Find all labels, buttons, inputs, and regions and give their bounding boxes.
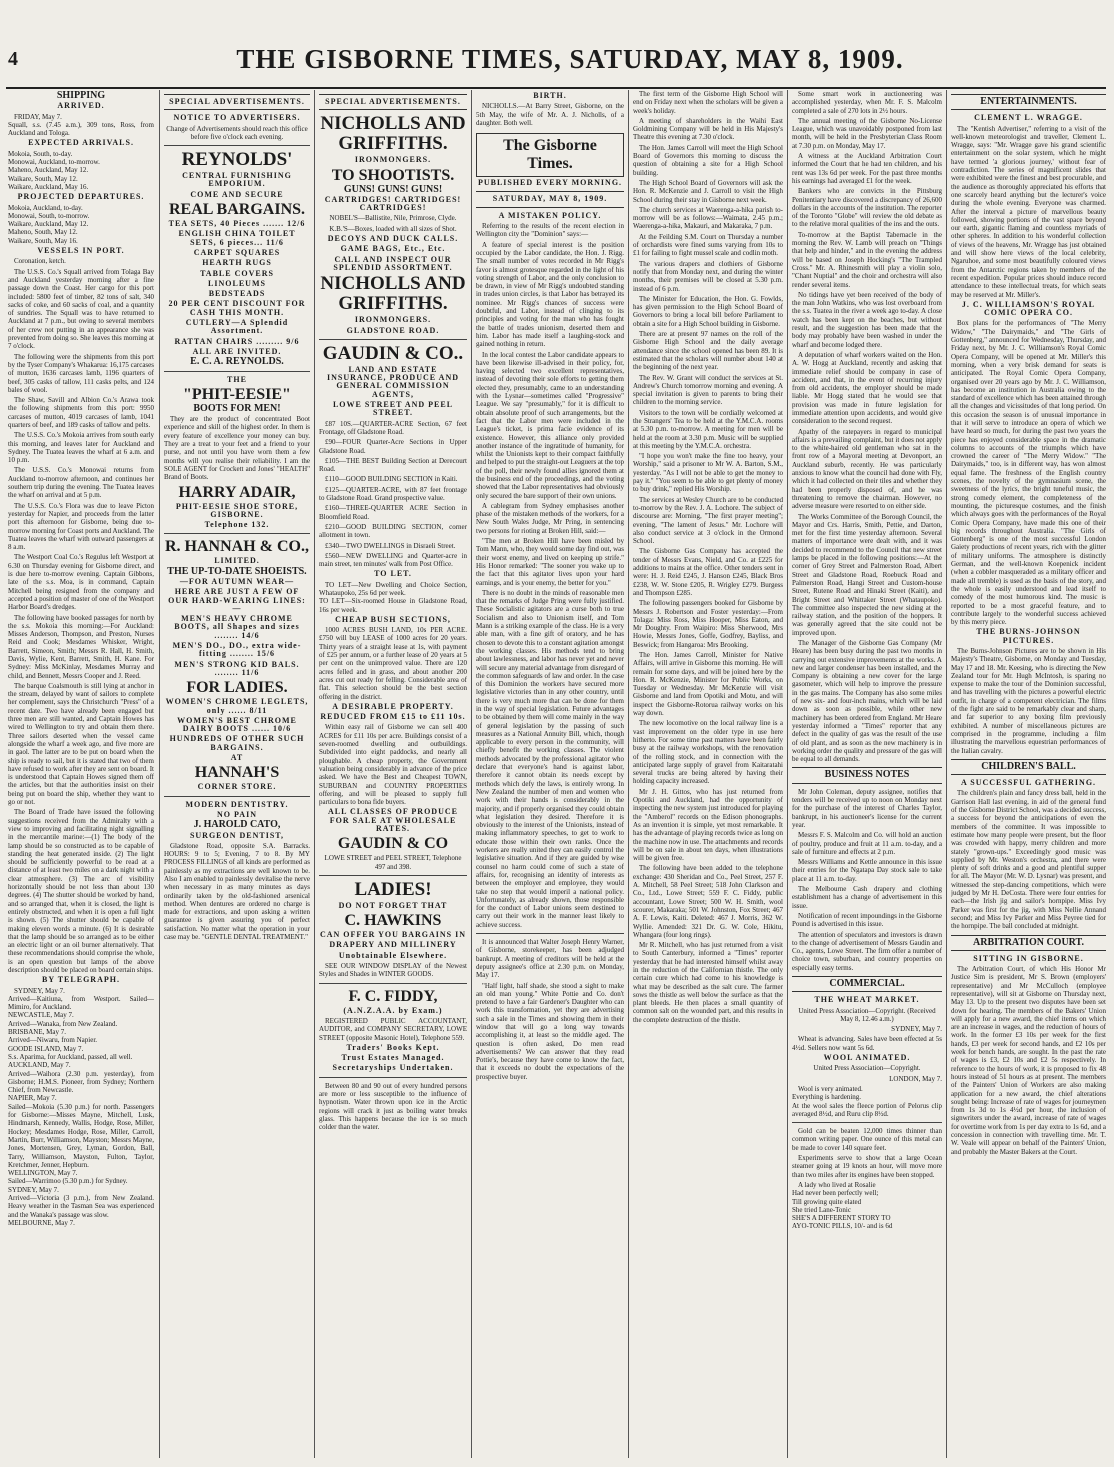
divider [164, 371, 310, 372]
property-listing: £110—GOOD BUILDING SECTION in Kaiti. [325, 475, 458, 484]
phit-title: "PHIT-EESIE" [183, 385, 291, 403]
news-para: Some smart work in auctioneering was accomplished yesterday, when Mr. F. S. Malcolm completed a sale of 270 lots in 2½ hours. [792, 90, 942, 115]
notice-text: Change of Advertisements should reach this office before five o'clock each evening. [166, 124, 308, 141]
secretaryships: Secretaryships Undertaken. [332, 1063, 454, 1073]
arrived-heading: ARRIVED. [57, 101, 105, 111]
page-title: THE GISBORNE TIMES, SATURDAY, MAY 8, 1909. [236, 44, 904, 74]
fiddy-body: REGISTERED PUBLIC ACCOUNTANT, AUDITOR, and COMPANY SECRETARY, LOWE STREET (opposite Masonic Hotel), Telephone 559. [319, 1016, 467, 1042]
editorial-para: A feature of special interest is the position occupied by the Labor candidate, the Hon. J. Rigg. The small number of votes recorded in Mr Rigg's favor is almost grotesque regarded in the light of his voting strength of Labor, and the only conclusion to be drawn, in view of Mr Rigg's undoubted standing in trades union circles, is that Labor has betrayed its nominee. Mr Rigg's chances of success were doubtful, and Labor, instead of clinging to its principles and voting for the man who has fought the battle of trades unionism, deserted them and him. Labor has made itself a laughing-stock and gained nothing in return. [476, 240, 624, 349]
news-para: The Rev. W. Grant will conduct the services at St. Andrew's Church tomorrow morning and evening. A special invitation is given to parents to bring their children to the morning service. [633, 373, 783, 407]
column-rule [314, 90, 315, 1458]
news-para: The services at Wesley Church are to be conducted to-morrow by the Rev. J. A. Lochore. The subject of discourse are: Morning, "The first prayer meeting"; evening, "The lament of Jesus." Mr. Lochore will also conduct service at 3 o'clock in the Ormond School. [633, 495, 783, 546]
news-para: Mr J. H. Gittos, who has just returned from Opotiki and Auckland, had the opportunity of inspecting the new system just introduced for playing the "Amberol" records on the Edison phonographs. As an invention it is simple, yet most remarkable. It has the advantage of playing records twice as long on the machine now in use. The attachments and records will be on sale in about ten days, when illustrations will be given free. [633, 787, 783, 863]
notice-heading: NOTICE TO ADVERTISERS. [173, 113, 301, 123]
hannah-limited: LIMITED. [214, 556, 260, 566]
news-para: Mr R. Mitchell, who has just returned from a visit to South Canterbury, informed a "Times" reporter yesterday that he had interested himself whilst away in the reduction of the Californian thistle. The only certain cure which had come to his knowledge is what may be described as the salt cure. The farmer sows the thistle as well below the surface as that the plant bleeds. He then places a small quantity of common salt on the wounded part, and this results in the complete destruction of the thistle. [633, 941, 783, 1024]
ng-title: NICHOLLS AND GRIFFITHS. [320, 273, 466, 315]
ad-item: LINOLEUMS [208, 278, 266, 288]
news-para: A witness at the Auckland Arbitration Court informed the Court that he had ten children, and his rent was 13s 6d per week. For the past three months his earnings had averaged £1 for the week. [792, 152, 942, 185]
corner-store: CORNER STORE. [197, 782, 277, 792]
phit-body: They are the product of concentrated Boot experience and skill of the highest order. In them is every feature of excellence your money can buy. They are a treat to your feet and a friend to your purse, and not until you have worn them a few months will you realise their reliability. I am the SOLE AGENT for Crockett and Jones' "HEALTH" Brand of Boots. [164, 415, 310, 482]
masthead [0, 44, 1114, 88]
masthead-rule [6, 87, 1106, 89]
news-para: There are at present 97 names on the roll of the Gisborne High School and the daily average attendance since the school opened has been 89. It is estimated that the scholars will number about 140 at the beginning of the next year. [633, 330, 783, 372]
dont-forget: DO NOT FORGET THAT [338, 900, 448, 910]
column-rule [159, 90, 160, 1458]
editorial-para: A cablegram from Sydney emphasises another phase of the mistaken methods of the workers, for a New South Wales Judge, Mr Pring, in sentencing two persons for rioting at Broken Hill, said:— [476, 501, 624, 535]
page-number: 4 [8, 48, 18, 70]
at-word: AT [230, 753, 244, 763]
adair-sub: PHIT-EESIE SHOE STORE, GISBORNE. [175, 501, 299, 519]
cato-sub: SURGEON DENTIST, [189, 830, 285, 840]
news-para: To-morrow at the Baptist Tabernacle in the morning the Rev. W. Lamb will preach on "Things that help and hinder," and in the evening the address will be based on Joseph Hocking's "The Trampled Cross." Mr. A. Rhinesmith will play a violin solo, "Chant Nuptial" and the choir and orchestra will also render several items. [792, 230, 942, 289]
ad-item: TEA SETS, 40 Pieces ....... 12/6 [168, 219, 306, 229]
property-listing: £105—THE BEST Building Section at Derecourt Road. [319, 456, 467, 474]
hawkins-name: C. HAWKINS [344, 912, 442, 930]
drapery: DRAPERY AND MILLINERY [329, 940, 457, 950]
filler-para: Between 80 and 90 out of every hundred persons are more or less susceptible to the influence of hypnotism. Water thrown upon ice in the Arctic regions will crack it just as boiling water breaks glass. This happens because the ice is so much colder than the water. [319, 1081, 467, 1132]
ad-item: HEARTH RUGS [202, 258, 272, 268]
shipping-para: The U.S.S. Co.'s Flora was due to leave Picton yesterday for Napier, and proceeds from the latter port this afternoon for Gisborne, being due to-morrow morning for Coast ports and Auckland. The Tuatea leaves the wharf with outward passengers at 8 a.m. [8, 501, 154, 552]
shipping-heading: SHIPPING [56, 90, 106, 101]
news-para: No tidings have yet been received of the body of the man John Watkins, who was lost overboard from the s.s. Tuatea in the river a week ago to-day. A close watch has been kept on the beaches, but without result, and the suggestion has been made that the body may probably have been washed in under the wharf and become lodged there. [792, 290, 942, 349]
divider [792, 1122, 942, 1123]
news-para: The Burns-Johnson Pictures are to be shown in His Majesty's Theatre, Gisborne, on Monday and Tuesday, May 17 and 18. Mr. Keesing, who is directing the New Zealand tour for Mr. Hugh McIntosh, is sparing no expense to make the tour of the Dominion successful, and has travelling with the pictures a powerful electric outfit, in charge of a competent electrician. The films of the fight are said to be remarkably clear and sharp, and far superior to any boxing film previously exhibited. A number of miscellaneous pictures are comprised in the programme, including a film illustrating the marvellous equestrian performances of the Italian cavalry. [951, 647, 1106, 755]
ladies-heading: LADIES! [354, 878, 432, 900]
divider [319, 1077, 467, 1078]
expected-list: Mokoia, South, to-day. Monowai, Auckland, to-morrow. Maheno, Auckland, May 12. Waikare, South, May 12. Waikare, Auckland, May 16. [8, 149, 100, 191]
wool-source: United Press Association—Copyright. [813, 1064, 921, 1073]
wool-place: LONDON, May 7. [889, 1074, 942, 1083]
telegraph-heading: BY TELEGRAPH. [42, 975, 120, 985]
to-let-text: TO LET—New Dwelling and Choice Section, Whataupoko, 25s 6d per week. TO LET—Six-roomed House in Gladstone Road, 16s per week. [319, 580, 467, 614]
expected-heading: EXPECTED ARRIVALS. [28, 138, 134, 148]
ad-item: BEDSTEADS [208, 289, 266, 299]
gladstone-road: GLADSTONE ROAD. [346, 325, 440, 335]
produce: ALL CLASSES OF PRODUCE FOR SALE AT WHOLESALE RATES. [328, 807, 458, 833]
desirable-heading: A DESIRABLE PROPERTY. [332, 701, 454, 711]
column-shipping [8, 90, 154, 1460]
to-let-heading: TO LET. [374, 569, 412, 579]
news-para: The Arbitration Court, of which His Honor Mr Justice Sim is president, Mr S. Brown (employers' representative) and Mr McCulloch (employee representative), will sit at Gisborne on Thursday next, May 13. Up to the present two disputes have been set down for hearing. The members of the Bakers' Union will apply for a new award, the chief items on which are an increase in wages, and the reduction of hours of work. In the former £3 10s per week for the first hands, £3 per week for second hands, and £2 10s per week for bench hands, are sought. In the past the rate of wages is £3, £2 10s and £2 5s respectively. In reference to the hours of work, it is proposed to fix 48 hours instead of 51 hours as at present. The members of the Painters' Union of Workers are also making application for a new award, the chief alterations sought being: Increase of rate of wages for journeymen from 1s 3d to 1s 4½d per hour, the inclusion of signwriters under the award, increase of rate of wages for overtime work from 1s per day extra to 1s 6d, and a concession in connection with travelling time. Mr. T. W. Veale will appear on behalf of the Painters' Union, and probably the Master Bakers at the Court. [951, 965, 1106, 1156]
property-listing: £125—QUARTER-ACRE, with 87 feet frontage to Gladstone Road. Grand prospective value. [319, 485, 467, 503]
fiddy-sub: (A.N.Z.A.A. by Exam.) [343, 1005, 443, 1015]
shipping-para: The Shaw, Savill and Albion Co.'s Arawa took the following shipments from this port: 9950 carcases of mutton, 4019 carcases of lamb, 1041 quarters of beef, and 189 casks of tallow and pelts. [8, 396, 154, 429]
news-para: The Works Committee of the Borough Council, the Mayor and Crs. Harris, Smith, Pettie, and Darton, met for the first time yesterday afternoon. Several matters of importance were dealt with, and it was decided to recommend to the Council that new street lamps be placed in the following positions:—At the corner of Grey Street and Palmerston Road, Albert Street and Gladstone Road, Roebuck Road and Palmerston Road, Hangi Street and Custom-house Street, Rutene Road and Hinaki Street (Kaiti), and Bright Street and Whittaker Street (Whataupoko). The committee also inspected the new siding at the railway station, and the position of the hoppers. It was generally agreed that the site could not be improved upon. [792, 512, 942, 637]
news-para: The new locomotive on the local railway line is a vast improvement on the older type in use here hitherto. For some time past matters have been fairly busy at the railway workshops, with the renovation of the rolling stock, and in connection with the anticipated large supply of gravel from Kaitaratahi several trucks are being altered by having their holding capacity increased. [633, 719, 783, 786]
column-news-commercial [792, 90, 942, 1460]
divider [164, 796, 310, 797]
news-para: "I hope you won't make the fine too heavy, your Worship," said a prisoner to Mr W. A. Barton, S.M., yesterday. "As I will not be able to get the money to pay it." "You seem to be able to get plenty of money to buy drink," replied His Worship. [633, 452, 783, 494]
property-listing: £87 10S.—QUARTER-ACRE Section, 67 feet Frontage, off Gladstone Road. [319, 419, 467, 436]
childrens-ball-sub: A SUCCESSFUL GATHERING. [960, 778, 1097, 788]
business-note: Notification of recent impoundings in the Gisborne Pound is advertised in this issue. [792, 911, 942, 929]
news-para: The children's plain and fancy dress ball, held in the Garrison Hall last evening, in aid of the general fund of the Gisborne District School, was a decided success, a success for beyond the anticipations of even the members of the committee. It was impossible to estimate how many people were present, but the floor was crowded with happy, merry children and more stately "grown-ups." Exceedingly good music was supplied by Mr. Weston's orchestra, and there were plenty of soft drinks and a good and plentiful supper for all. The Mayor (Mr. W. D. Lysnar) was present, and witnessed the step-dancing competitions, which were judged by Mr H. DeCosta. There were four entries for each—the Irish jig and sailor's hornpipe. Miss Ivy Parker was first for the jig, with Miss Nellie Annand second; and Miss Ivy Parker and Miss Peyree tied for the hornpipe. The ball concluded at midnight. [951, 789, 1106, 931]
column-rule [787, 90, 788, 1458]
birth-heading: BIRTH. [533, 91, 567, 100]
to-shootists: TO SHOOTISTS. [331, 166, 455, 184]
decoys: DECOYS AND DUCK CALLS. [327, 234, 459, 244]
special-ads-heading: SPECIAL ADVERTISEMENTS. [319, 94, 467, 110]
business-note: The Melbourne Cash drapery and clothing establishment has a change of advertisement in this issue. [792, 885, 942, 910]
edition-date: SATURDAY, MAY 8, 1909. [476, 191, 624, 207]
news-para: The Gisborne Gas Company has accepted the tender of Messrs Evans, Nield, and Co. at £225 for additions to mains at the office. Other tenders sent in were: H. J. Reid £245, J. Hanson £245, Black Bros £238, W. W. Stone £205, R. Wrigley £279. Burgess and Thompson £285. [633, 547, 783, 597]
editorial-heading: A MISTAKEN POLICY. [498, 210, 602, 220]
dentistry-heading: MODERN DENTISTRY. [185, 799, 289, 809]
column-rule [946, 90, 947, 1458]
news-para: The Manager of the Gisborne Gas Company (Mr Heare) has been busy during the past two months in carrying out extensive improvements at the works. A new and larger condenser has been installed, and the Company is obtaining a new cover for the large gasometer, which will help to improve the pressure in the gas mains. The Company has also some miles of new six- and four-inch mains, which will be laid down as soon as possible, while other new machinery has been ordered from England. Mr Heare yesterday informed a "Times" reporter that any defect in the quality of gas was the result of the use of old plant, and as soon as the new machinery is in working order the quality and pressure of the gas will be equal to all demands. [792, 639, 942, 764]
telegraph-list: SYDNEY, May 7. Arrived—Kaitiuna, from Westport. Sailed—Mimiro, for Auckland. NEWCASTLE, May 7. Arrived—Wanaka, from New Zealand. BRISBANE, May 7. Arrived—Niwaru, from Napier. GOODE ISLAND, May 7. S.s. Aparima, for Auckland, passed, all well. AUCKLAND, May 7. Arrived—Waihora (2.30 p.m. yesterday), from Gisborne; H.M.S. Pioneer, from Sydney; Northern Chief, from Newcastle. NAPIER, May 7. Sailed—Mokoia (5.30 p.m.) for north. Passengers for Gisborne:—Misses Mayne, Mitchell, Lusk, Hindmarsh, Kennedy, Wallis, Hodge, Rose, Miller, Hockey; Mesdames Hodge, Rose, Miller, Carroll, Martin, Burr, Williamson, Mayston; Messrs Mayne, Jones, Mortensen, Grey, Lyman, Gordon, Ball, Tarry, Williamson, Mayston, Fulton, Taylor, Kretchmer, Jenner, Hepburn. WELLINGTON, May 7. Sailed—Warrimoo (5.30 p.m.) for Sydney. SYDNEY, May 7. Arrived—Victoria (3 p.m.), from New Zealand. Heavy weather in the Tasman Sea was experienced and the Wanaka's passage was slow. MELBOURNE, May 7. [8, 986, 154, 1227]
port-heading: VESSELS IN PORT. [37, 246, 125, 256]
hundreds: HUNDREDS OF OTHER SUCH BARGAINS. [169, 734, 305, 752]
divider [164, 533, 310, 534]
wool-heading: WOOL ANIMATED. [823, 1053, 911, 1063]
special-ads-heading: SPECIAL ADVERTISEMENTS. [164, 94, 310, 110]
news-para: Gold can be beaten 12,000 times thinner than common writing paper. One ounce of this metal can be made to cover 140 square feet. [792, 1127, 942, 1152]
the-word: THE [227, 374, 247, 384]
column-ads-1 [164, 90, 310, 1460]
ironmongers: IRONMONGERS. [354, 155, 432, 165]
news-para: Experiments serve to show that a large Ocean steamer going at 19 knots an hour, will move more than two miles after its engines have been stopped. [792, 1154, 942, 1179]
cheap-text: 1000 ACRES BUSH LAND, 10s PER ACRE. £750 will buy LEASE of 1000 acres for 20 years. Thirty years of a straight lease at 1s, with payment of £25 per annum, or a further lease of 20 years at 5 per cent on the unimproved value. There are 120 acres felled and in grass, and about another 200 acres cut out ready for felling. Considerable area of flat. This selection should be the best section offering in the district. [319, 626, 467, 701]
editorial-para: There is no doubt in the minds of reasonable men that the remarks of Judge Pring were fully justified. These Socialistic agitators are a curse both to true Socialism and also to Unionism itself, and Tom Mann is a striking example of the class. He is a very able man, with a fine gift of oratory, and he has chosen to devote this to a constant agitation amongst the working classes. His methods tend to bring about lawlessness, and labor has never yet and never will secure any material advantage from disregard of the common safeguards of law and order. In the case of this Dominion the workers have secured more legislative victories than in any other country, until there is very much more that can be done for them in the way of special legislation. Future advantages to be obtained by them will come mainly in the way of general legislation by the passing of such measures as a National Annuity Bill, which, though applicable to every person in the community, will chiefly benefit the working classes. The violent methods advocated by the professional agitator who declare that everyone's hand is against labor, therefore it cannot obtain its needs except by methods which defy the laws, is entirely wrong. In New Zealand the number of men and women who work with their hands is considerably in the majority, and if properly organised they could obtain what legislation they desired. Therefore it is obviously to the interest of the Unionists, instead of making inflammatory speeches, to get to work to educate those within their own ranks. Once the workers are really united they can easily control the legislative situation. And if they are guided by wise counsel no harm could come of such a state of affairs, for, recognising an identity of interests as between the employer and employee, they would take no step that would imperil a national policy. Unfortunately, as already shown, those responsible for the conduct of Labor unions seem destined to carry out their work in the manner least likely to achieve success. [476, 588, 624, 929]
cheap-heading: CHEAP BUSH SECTIONS, [335, 614, 451, 624]
projected-list: Mokoia, Auckland, to-day. Monowai, South, to-morrow. Waikare, Auckland, May 12. Maheno, South, May 12. Waikare, South, May 16. [8, 203, 90, 245]
tonic-ad: A lady who lived at Rosalie Had never been perfectly well; Till growing quite elated She tried Lane-Tonic SHE'S A DIFFERENT STORY TO AYO-TONIC PILLS, 10/- and is 6d [792, 1180, 893, 1231]
divider [319, 875, 467, 876]
property-listing: £560—NEW DWELLING and Quarter-acre in main street, ten minutes' walk from Post Office. [319, 551, 467, 569]
shipping-para: The U.S.S. Co.'s Squall arrived from Tolaga Bay and Auckland yesterday morning after a fine passage down the Coast. Her cargo for this port included: 5800 feet of timber, 82 tons of salt, 340 sacks of coke, and 60 sacks of coal, and a quantity of sundries. The Squall was to have returned to Auckland at 7 p.m., but owing to several members of her crew not putting in an appearance she was prevented from doing so. She leaves this morning at 7 o'clock. [8, 267, 154, 351]
price-line: WOMEN'S BEST CHROME DAIRY BOOTS ...... 10/6 [177, 715, 297, 734]
adair-tel: Telephone 132. [204, 520, 270, 530]
real-bargains: REAL BARGAINS. [168, 201, 306, 219]
news-para: Box plans for the performances of "The Merry Widow," "The Dairymaids," and "The Girls of Gottenberg," announced for Wednesday, Thursday, and Friday next, by Mr. J. C. Williamson's Royal Comic Opera Company, will be opened at Mr. Miller's this morning, when a very brisk demand for seats is anticipated. The Royal Comic Opera Company, organised over 20 years ago by Mr. J. C. Williamson, has become an institution in Australia owing to the standard of excellence which has been attained through all the changes and vicissitudes of that long period. On this occasion the season is of unusual importance in that it will serve to introduce an opera of which we have heard so much, for during the past two years the piece has enjoyed considerable space in the dramatic columns to accounts of the triumphs which have crowned the career of "The Merry Widow." "The Dairymaids," too, is in different way, has won almost equal fame. The freshness of the English country scenes, the novelty of the gymnasium scene, the sweetness of the lyrics, the bright tuneful music, the strong comedy element, the completeness of the mounting, the picturesque costumes, and the finish which always goes with the performances of the Royal Comic Opera Company, have made this one of their big records throughout Australia. "The Girls of Gottenberg" is one of the most successful London Gaiety productions of recent years, rich with the glitter of military uniforms. The atmosphere is distinctly German, and the well-known Koepenick incident (when a cobbler masqueraded as a military officer and made all tremble) is used as the basis of the story, and the whole is easily understood and lead itself to comedy of the most humorous kind. The music is reported to be a most graceful feature, and to contribute largely to the wonderful success achieved by this merry piece. [951, 319, 1106, 627]
shipping-para: The U.S.S. Co.'s Monowai returns from Auckland to-morrow afternoon, and continues her southern trip during the evening. The Tuatea leaves the wharf on arrival and at 5 p.m. [8, 466, 154, 500]
hawkins-sub: CAN OFFER YOU BARGAINS IN [319, 930, 467, 940]
news-para: The church services at Waerenga-a-hika parish to-morrow will be as follows:—Waimata, 2.45 p.m.; Waerenga-a-hika, Makauri, and Makaraka, 7 p.m. [633, 205, 783, 231]
for-ladies: FOR LADIES. [186, 679, 288, 697]
no-pain: NO PAIN [217, 809, 257, 819]
ad-item: 20 PER CENT DISCOUNT FOR CASH THIS MONTH. [168, 299, 306, 317]
news-para: Bankers who are convicts in the Pittsburg Penitentiary have discovered a discrepancy of 26,600 dollars in the accounts of the institution. The reporter of the Toronto "Globe" will review the old debate as to the relative moral qualities of the ins and the outs. [792, 187, 942, 229]
arbitration-sub: SITTING IN GISBORNE. [973, 953, 1084, 963]
news-para: The High School Board of Governors will ask the Hon. R. McKenzie and J. Carroll to visit the High School during their stay in Gisborne next week. [633, 178, 783, 204]
cato-body: Gladstone Road, opposite S.A. Barracks. HOURS: 9 to 5; Evening, 7 to 8. By MY PROCESS FILLINGS of all kinds are performed as painlessly as my extractions are well known to be. Also I am enabled to painlessly devitalise the nerve when necessary in as many minutes as days ordinarily taken by the old-fashioned arsenical method. When dentures are ordered no charge is made for extractions, and upon asking a written guarantee is given assuring you of perfect satisfaction. No matter what the operation in your case may be. "GENTLE DENTAL TREATMENT." [164, 841, 310, 942]
gaudin-sub: LAND AND ESTATE INSURANCE, PRODUCE AND GENERAL COMMISSION AGENTS, [326, 364, 459, 399]
property-listing: £210—GOOD BUILDING SECTION, corner allotment in town. [319, 522, 467, 540]
price-line: MEN'S HEAVY CHROME BOOTS, all Shapes and sizes ........ 14/6 [174, 614, 300, 640]
news-para: At the Feilding S.M. Court on Thursday a number of orchardists were fined sums varying from 10s to £1 for failing to fight mussel scale and codlin moth. [633, 232, 783, 258]
traders: Traders' Books Kept. [346, 1042, 440, 1052]
ironmongers: IRONMONGERS. [354, 315, 432, 325]
reynolds-subtitle: CENTRAL FURNISHING EMPORIUM. [182, 171, 292, 189]
shipping-para: The Westport Coal Co.'s Regulus left Westport at 6.30 on Thursday evening for Gisborne direct, and is due here to-morrow evening. Captain Gibbons, late of the s.s. Moa, is in command, Captain Mitchell being resigned from the company and accepted a position of master of one of the Westport Harbor Board's dredges. [8, 553, 154, 612]
gaudin-addr-2: LOWE STREET and PEEL STREET, Telephone 497 and 398. [324, 854, 462, 871]
news-para: The first term of the Gisborne High School will end on Friday next when the scholars will be given a week's holiday. [633, 90, 783, 115]
news-para: Apathy of the ratepayers in regard to municipal affairs is a prevailing complaint, but it does not apply to the white-haired old gentleman who sat in the front row of a Mayoral meeting at Devonport, an Auckland suburb, recently. He was particularly anxious to know what the council had done with Fly, which it had collected on their tiles and whether they had been properly disposed of, and he was threatening to remove the chairman. However, no adverse measure were resorted to on either side. [792, 427, 942, 511]
ad-item: TABLE COVERS [200, 268, 274, 278]
port-list: Coronation, ketch. [14, 257, 66, 266]
window-display: SEE OUR WINDOW DISPLAY of the Newest Styles and Shades in WINTER GOODS. [319, 962, 467, 979]
news-para: A deputation of wharf workers waited on the Hon. A. W. Hogg at Auckland, recently and asking that immediate relief should be company in case of accident, and that, in the event of recurring injury from old accidents, the employer should be made liable. Mr Hogg stated that he would see that provision was made in future legislation for immediate attention upon accidents, and would give consideration to the second request. [792, 350, 942, 426]
price-line: WOMEN'S CHROME LEGLETS, only ...... 8/11 [165, 697, 309, 715]
jcw-heading: J. C. WILLIAMSON'S ROYAL COMIC OPERA CO. [961, 299, 1096, 318]
price-line: MEN'S STRONG KID BALS. ........ 11/6 [174, 659, 300, 677]
business-note: Messrs Williams and Kettle announce in this issue their entries for the Ngatapa Day stock sale to take place at 11 a.m. to-day. [792, 858, 942, 883]
reynolds-name: E. C. A. REYNOLDS. [190, 356, 284, 368]
reynolds-title: REYNOLDS' [181, 149, 293, 171]
shipping-para: The Board of Trade have issued the following suggestions received from the Admiralty with a view to improving and facilitating night signalling in the mercantile marine:—(1) The body of the lamp should be so constructed as to be capable of standing the heat generated inside. (2) The light should be sufficiently powerful to be read at a distance of at least two miles on a dark night with a clear atmosphere. (3) The arc of visibility horizontally should be not less than about 130 degrees. (4) The shutter should be worked by hand, and so arranged that, when it is closed, the light is entirely obstructed, and when it is open a full light is shown. (5) The shutter should be capable of making eleven words a minute. (6) It is desirable that the lamp should be so arranged as to be either an electric light or an oil burner alternatively. That these recommendations should comprise the whole, is an open question but lamps of the above description should be placed on board certain ships. [8, 808, 154, 974]
ad-item: CUTLERY—A Splendid Assortment. [185, 318, 289, 336]
bj-heading: THE BURNS-JOHNSON PICTURES. [976, 627, 1081, 645]
news-para: The Hon. James Carroll will meet the High School Board of Governors this morning to discuss the question of obtaining a site for a High School building. [633, 143, 783, 177]
desirable-text: Within easy rail of Gisborne we can sell 400 ACRES for £11 10s per acre. Buildings consist of a seven-roomed dwelling and outbuildings. Subdivided into eight paddocks, and nearly all ploughable. A cheap property, the Government valuation being considerably in advance of the price asked. We have the Best and Cheapest TOWN, SUBURBAN and COUNTRY PROPERTIES offering, and will be pleased to supply full particulars to bona fide buyers. [319, 723, 467, 807]
news-para: The Hon. James Carroll, Minister for Native Affairs, will arrive in Gisborne this morning. He will remain for some days, and will be joined here by the Hon. R. McKenzie, Minister for Public Works, on Tuesday or Wednesday. Mr McKenzie will visit Gisborne and land from Opotiki and Motu, and will inspect the Gisborne-Rotorua railway works on his way down. [633, 651, 783, 718]
shipping-para: The following have booked passages for north by the s.s. Mokoia this morning:—For Auckland: Misses Anderson, Thompson, and Preston, Nurses Reid and Cook; Mesdames Whisker, Wright, Barrett, Simeon, Smith; Messrs R. Hall, H. Smith, Davis, Wylie, Kent, Barrett, Smith, H. Kane. For Sydney: Miss McKinlay, Mesdames Murray and child, and Bennett, Messrs Cooper and J. Reed. [8, 613, 154, 680]
news-para: The following have been added to the telephone exchange: 430 Sheridan and Co., Peel Street, 257 F. A. Mitchell, 58 Peel Street; 518 John Clarkson and Co., Ltd., Lowe Street; 559 F. C. Fiddy, public accountant, Lowe Street; 500 W. H. Smith, wool scourer, Makaraka; 501 W. Johnston, Fox Street; 467 A. F. Lewis, Kaiti. Deleted: 467 J. Morris, 362 W. Wyllie. Amended: 321 Dr. G. W. Cole, Hikitu, Whangara (four long rings). [633, 864, 783, 939]
column-rule [471, 90, 472, 1458]
kbs: K.B.'S—Boxes, loaded with all sizes of Shot. [329, 224, 457, 233]
column-editorial [476, 90, 624, 1460]
column-ads-2 [319, 90, 467, 1460]
autumn: —FOR AUTUMN WEAR— [179, 576, 295, 586]
wool-text: Wool is very animated. Everything is hardening. At the wool sales the fleece portion of Pelorus clip averaged 8½d, and Ruru clip 8½d. [792, 1084, 942, 1118]
news-para: Visitors to the town will be cordially welcomed at the Strangers' Tea to be held at the Y.M.C.A. rooms at 5.30 p.m. to-morrow. A meeting for men will be held at the room at 3.30 p.m. Music will be supplied at this meeting by the Y.M.C.A. orchestra. [633, 408, 783, 450]
property-listing: £90—FOUR Quarter-Acre Sections in Upper Gladstone Road. [319, 438, 467, 455]
column-local-news [633, 90, 783, 1460]
desirable-sub: REDUCED FROM £15 to £11 10s. [320, 712, 466, 722]
news-para: The following passengers booked for Gisborne by Messrs J. Robertson and Foster yesterday:—From Tolaga: Miss Ross, Miss Hooper, Miss Eaton, and Mr Doughty. From Waipiro: Miss Sherwood, Mrs Howie, Messrs Jones, Goffe, Godfrey, Bayliss, and Beswick; from Hangaroa: Mrs Brooking. [633, 599, 783, 649]
here-line: HERE ARE JUST A FEW OF OUR HARD-WEARING LINES:— [168, 587, 306, 613]
boots-title: BOOTS FOR MEN! [193, 402, 281, 414]
gaudin-title: GAUDIN & CO.. [322, 342, 464, 364]
column-entertainments [951, 90, 1106, 1460]
unobtainable: Unobtainable Elsewhere. [338, 950, 448, 960]
ad-item: ENGLISH CHINA TOILET SETS, 6 pieces... 11/6 [178, 229, 296, 247]
childrens-ball-heading: CHILDREN'S BALL. [951, 759, 1106, 775]
invited: ALL ARE INVITED. [192, 346, 282, 356]
business-notes-heading: BUSINESS NOTES [792, 767, 942, 783]
editorial-para: Referring to the results of the recent election in Wellington city the "Dominion" says:— [476, 222, 624, 239]
divider [319, 983, 467, 984]
shipping-para: The U.S.S. Co.'s Mokoia arrives from south early this morning, and leaves later for Auckland and Sydney. The Tuatea leaves the wharf at 6 a.m. and 10 p.m. [8, 431, 154, 465]
editorial-para: In the local contest the Labor candidate appears to have been likewise ill-advised in their policy, for, having selected two excellent representatives, instead of devoting their sole efforts to getting them elected they, presumably, came to an understanding with the Lysnar—sometimes called "Progressive" League. We say "presumably," for it is difficult to obtain absolute proof of such arrangements, but the fact that the Labor men were included in the League's ticket, is prima facie evidence of its existence. However, this alliance only provided another instance of the ingratitude of humanity, for whilst the Unionists kept to their compact faithfully and helped to put the straight-out Leaguers at the top of the poll, their newly found allies ignored them at the business end of the proceedings, and the voting showed that the Labor representatives had obviously only secured the bare support of their own unions. [476, 350, 624, 500]
property-listing: £340—TWO DWELLINGS in Disraeli Street. [325, 541, 456, 550]
divider [476, 933, 624, 934]
game-bags: GAME BAGS, Etc., Etc. [340, 244, 446, 254]
gaudin-title-2: GAUDIN & CO [337, 835, 449, 853]
trust: Trust Estates Managed. [341, 1053, 445, 1063]
column-rule [628, 90, 629, 1458]
come-line: COME AND SECURE [190, 189, 284, 199]
hannahs: HANNAH'S [194, 764, 280, 782]
commercial-heading: COMMERCIAL. [792, 976, 942, 992]
divider [164, 145, 310, 146]
nobels: NOBEL'S—Ballistite, Nile, Primrose, Clyde. [329, 214, 457, 223]
editorial-para: "The men at Broken Hill have been misled by Tom Mann, who, they would some day find out, was their worst enemy, and lived on keeping up strife." His Honor remarked: "The sooner you wake up to the fact that this agitator lives upon your hard earnings, and is your enemy, the better for you." [476, 537, 624, 587]
entertainments-heading: ENTERTAINMENTS. [951, 94, 1106, 110]
hannah-name: R. HANNAH & CO., [165, 538, 309, 556]
ad-item: CARPET SQUARES [193, 247, 281, 257]
ad-item: RATTAN CHAIRS ......... 9/6 [174, 336, 300, 346]
fiddy-name: F. C. FIDDY, [348, 987, 438, 1005]
ng-title: NICHOLLS AND GRIFFITHS. [320, 113, 466, 155]
arrived-list: FRIDAY, May 7. Squall, s.s. (7.45 a.m.), 309 tons, Ross, from Auckland and Tologa. [8, 112, 154, 138]
news-para: The Minister for Education, the Hon. G. Fowlds, has given permission to the High School Board of Governors to bring a local bill before Parliament to obtain a site for a High School building in Gisborne. [633, 294, 783, 328]
wragge-heading: CLEMENT L. WRAGGE. [974, 113, 1083, 123]
news-para: It is announced that Walter Joseph Henry Warner, of Gisborne, storekeeper, has been adjudged bankrupt. A meeting of creditors will be held at the deputy assignee's office at 2.30 p.m. on Monday, May 17. [476, 938, 624, 980]
price-line: MEN'S DO., DO., extra wide-fitting ........ 15/6 [172, 641, 302, 659]
news-para: The annual meeting of the Gisborne No-License League, which was unavoidably postponed from last month, will be held in the Presbyterian Class Room at 7.30 p.m. on Monday, May 17. [792, 116, 942, 150]
property-listing: £160—THREE-QUARTER ACRE Section in Bloomfield Road. [319, 504, 467, 521]
cato-name: J. HAROLD CATO, [193, 819, 281, 831]
wheat-place: SYDNEY, May 7. [891, 1025, 942, 1034]
news-para: A meeting of shareholders in the Waihi East Goldmining Company will be held in His Majesty's Theatre this evening at 7.30 o'clock. [633, 116, 783, 142]
adair-name: HARRY ADAIR, [178, 483, 296, 501]
published-line: PUBLISHED EVERY MORNING. [477, 178, 623, 188]
shipping-para: The following were the shipments from this port by the Tyser Company's Whakarua: 16,175 carcases of mutton, 1636 carcases lamb, 1196 quarters of beef, 305 casks of tallow, 111 casks pelts, and 124 bales of wool. [8, 352, 154, 394]
projected-heading: PROJECTED DEPARTURES. [17, 192, 145, 202]
news-para: The various drapers and clothiers of Gisborne notify that from Monday next, and during the winter months, their premises will be closed at 5.30 p.m. instead of 6 p.m. [633, 259, 783, 293]
arbitration-heading: ARBITRATION COURT. [951, 935, 1106, 951]
business-note: Messrs F. S. Malcolm and Co. will hold an auction of poultry, produce and fruit at 11 a.m. to-day, and a sale of furniture and effects at 2 p.m. [792, 831, 942, 856]
wheat-heading: THE WHEAT MARKET. [814, 995, 920, 1005]
uptodate: THE UP-TO-DATE SHOEISTS. [167, 565, 307, 577]
birth-notice: NICHOLLS.—At Barry Street, Gisborne, on the 5th May, the wife of Mr. A. J. Nicholls, of a daughter. Both well. [476, 102, 624, 127]
paper-nameplate: The Gisborne Times. [476, 133, 624, 177]
news-para: "Half light, half shade, she stood a sight to make an old man young." White Pottie and Co. don't pretend to have a fair Gardener's Daughter who can work this transformation, yet they are advertising such a sale in the Times and showing them in their window that will go a long way towards accomplishing it, at least so the middle aged. The question is often asked, Do men read advertisements? We can answer that they read Pottie's, because they have come to know the fact, that it exceeds no doubt the expectations of the prospective buyer. [476, 981, 624, 1081]
wheat-source: United Press Association—Copyright. (Received May 8, 12.46 a.m.) [798, 1006, 936, 1023]
business-note: The attention of speculators and investors is drawn to the change of advertisement of Messrs Gaudin and Co., agents, Lowe Street. The firm offer a number of choice town, suburban, and country properties on especially easy terms. [792, 930, 942, 972]
shipping-para: The barque Coalsmouth is still lying at anchor in the stream, delayed by want of sailors to complete her complement, says the Christchurch "Press" of a recent date. Two have already been engaged but three men are still wanted, and Captain Howes has wired to Wellington to try and obtain them there. Three sailors deserted when the vessel came alongside the wharf a week ago, and five more are in gaol. The latter are to be put on board when the ship is ready to sail, but it is stated that two of them have refused to work after they are sent on board. It is understood that Captain Howes signed them off the articles, but that the authorities insist on their being put on board the ship, whether they want to go or not. [8, 681, 154, 807]
cartridges-line: CARTRIDGES! CARTRIDGES! CARTRIDGES! [324, 194, 462, 213]
news-para: The "Kentish Advertiser," referring to a visit of the well-known meteorologist and traveller, Clement L. Wragge, says: "Mr. Wragge gave his grand scientific entertainment on the solar system, which he might have termed 'a glorious journey,' without fear of contradiction. The series of magnificent slides that were exhibited were the finest and best procurable, and the audience as thoroughly appreciated his efforts that one scarcely heard anything but the lecturer's voice during the whole evening. Everyone was charmed. After the interval a picture of marvellous beauty followed, showing portions of the vast space beyond our earth, gigantic flaming and countless myriads of other spheres. In addition to his wonderful collection of views of the heavens, Mr. Wragge has just obtained and will show here views of the local celebrity, Ngaruhoe, and some most beautifully coloured views from the Antarctic regions taken by members of the recent expedition. Popular prices should induce record attendance to these intellectual treats, for which seats may be reserved at Mr. Miller's. [951, 124, 1106, 299]
business-note: Mr John Coleman, deputy assignee, notifies that tenders will be received up to noon on Monday next for the purchase of the interest of Charles Taylor, bankrupt, in his auctioneer's license for the current year. [792, 787, 942, 829]
gaudin-addr: LOWE STREET AND PEEL STREET. [332, 400, 454, 418]
divider [319, 339, 467, 340]
wheat-text: Wheat is advancing. Sales have been effected at 5s 4½d. Sellers now want 5s 6d. [792, 1035, 942, 1052]
guns-line: GUNS! GUNS! GUNS! [343, 183, 443, 195]
call-inspect: CALL AND INSPECT OUR SPLENDID ASSORTMENT. [333, 254, 453, 272]
